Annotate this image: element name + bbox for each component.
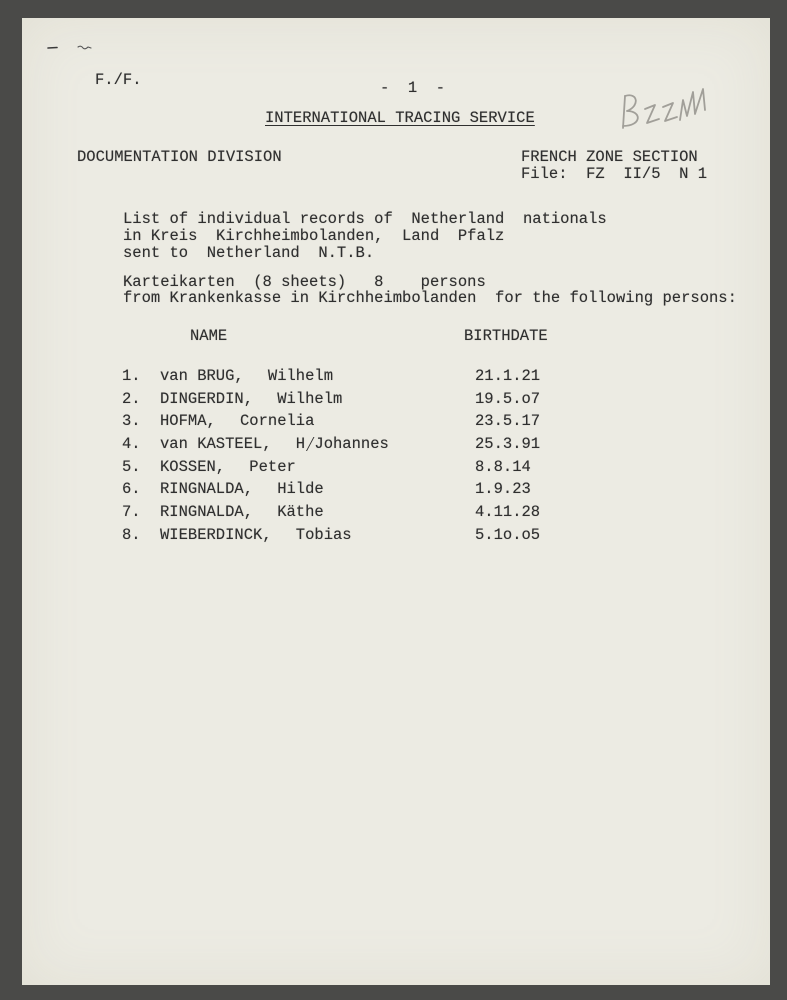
record-birthdate: 25.3.91 [475,435,541,454]
record-name [160,456,296,479]
record-number: 2. [122,389,141,408]
column-header-name: NAME [190,327,228,345]
division-label: DOCUMENTATION DIVISION [77,148,282,166]
record-surname: DINGERDIN, [160,389,254,408]
intro-line: in Kreis Kirchheimbolanden, Land Pfalz [123,227,505,245]
intro-line: from Krankenkasse in Kirchheimbolanden for the following persons: [123,289,737,307]
page-number: - 1 - [380,79,446,97]
record-first-name: Wilhelm [277,389,343,408]
record-row [122,478,602,501]
record-row [122,365,602,388]
record-number: 6. [122,480,141,499]
record-number: 3. [122,412,141,431]
record-row [122,456,602,479]
column-header-birthdate: BIRTHDATE [464,327,548,345]
intro-line: sent to Netherland N.T.B. [123,244,375,262]
record-first-name: Peter [249,457,296,476]
record-name [160,501,324,524]
struck-out-letter: H [296,433,305,456]
record-surname: WIEBERDINCK, [160,525,272,544]
record-number: 4. [122,435,141,454]
record-name [160,365,333,388]
record-first-name: Hilde [277,480,324,499]
record-name [160,433,389,456]
records-list [122,365,602,547]
record-number: 7. [122,503,141,522]
record-birthdate: 23.5.17 [475,412,541,431]
record-birthdate: 4.11.28 [475,503,541,522]
record-surname: van BRUG, [160,367,244,385]
section-label: FRENCH ZONE SECTION [521,148,698,166]
record-number: 1. [122,367,141,385]
handwritten-pencil-mark [618,84,710,134]
record-first-name: Wilhelm [267,367,334,385]
record-surname: KOSSEN, [160,457,226,476]
record-surname: HOFMA, [160,412,216,431]
intro-line: List of individual records of Netherland nationals [123,210,607,228]
record-number: 8. [122,525,141,544]
initials-reference: F./F. [95,71,142,89]
intro-line: Karteikarten (8 sheets) 8 persons [123,273,486,291]
record-number: 5. [122,457,141,476]
record-birthdate: 8.8.14 [475,457,531,476]
file-reference: File: FZ II/5 N 1 [521,165,708,183]
record-name [160,388,342,411]
record-surname: RINGNALDA, [160,480,254,499]
record-row [122,433,602,456]
record-birthdate: 19.5.o7 [475,389,541,408]
record-birthdate: 21.1.21 [475,367,541,385]
record-birthdate: 5.1o.o5 [475,525,541,544]
record-first-name: Johannes [314,435,389,454]
record-row [122,501,602,524]
record-row [122,410,602,433]
document-title: INTERNATIONAL TRACING SERVICE [265,109,535,127]
record-name [160,524,352,547]
record-surname: RINGNALDA, [160,503,254,522]
record-first-name: Cornelia [239,412,315,431]
record-first-name: Tobias [295,525,352,544]
record-first-name: Käthe [277,503,324,522]
record-row [122,388,602,411]
record-surname: van KASTEEL, [160,435,272,454]
record-name [160,410,314,433]
record-name [160,478,324,501]
record-birthdate: 1.9.23 [475,480,531,499]
ink-smudge-mark [46,42,96,54]
record-row [122,524,602,547]
